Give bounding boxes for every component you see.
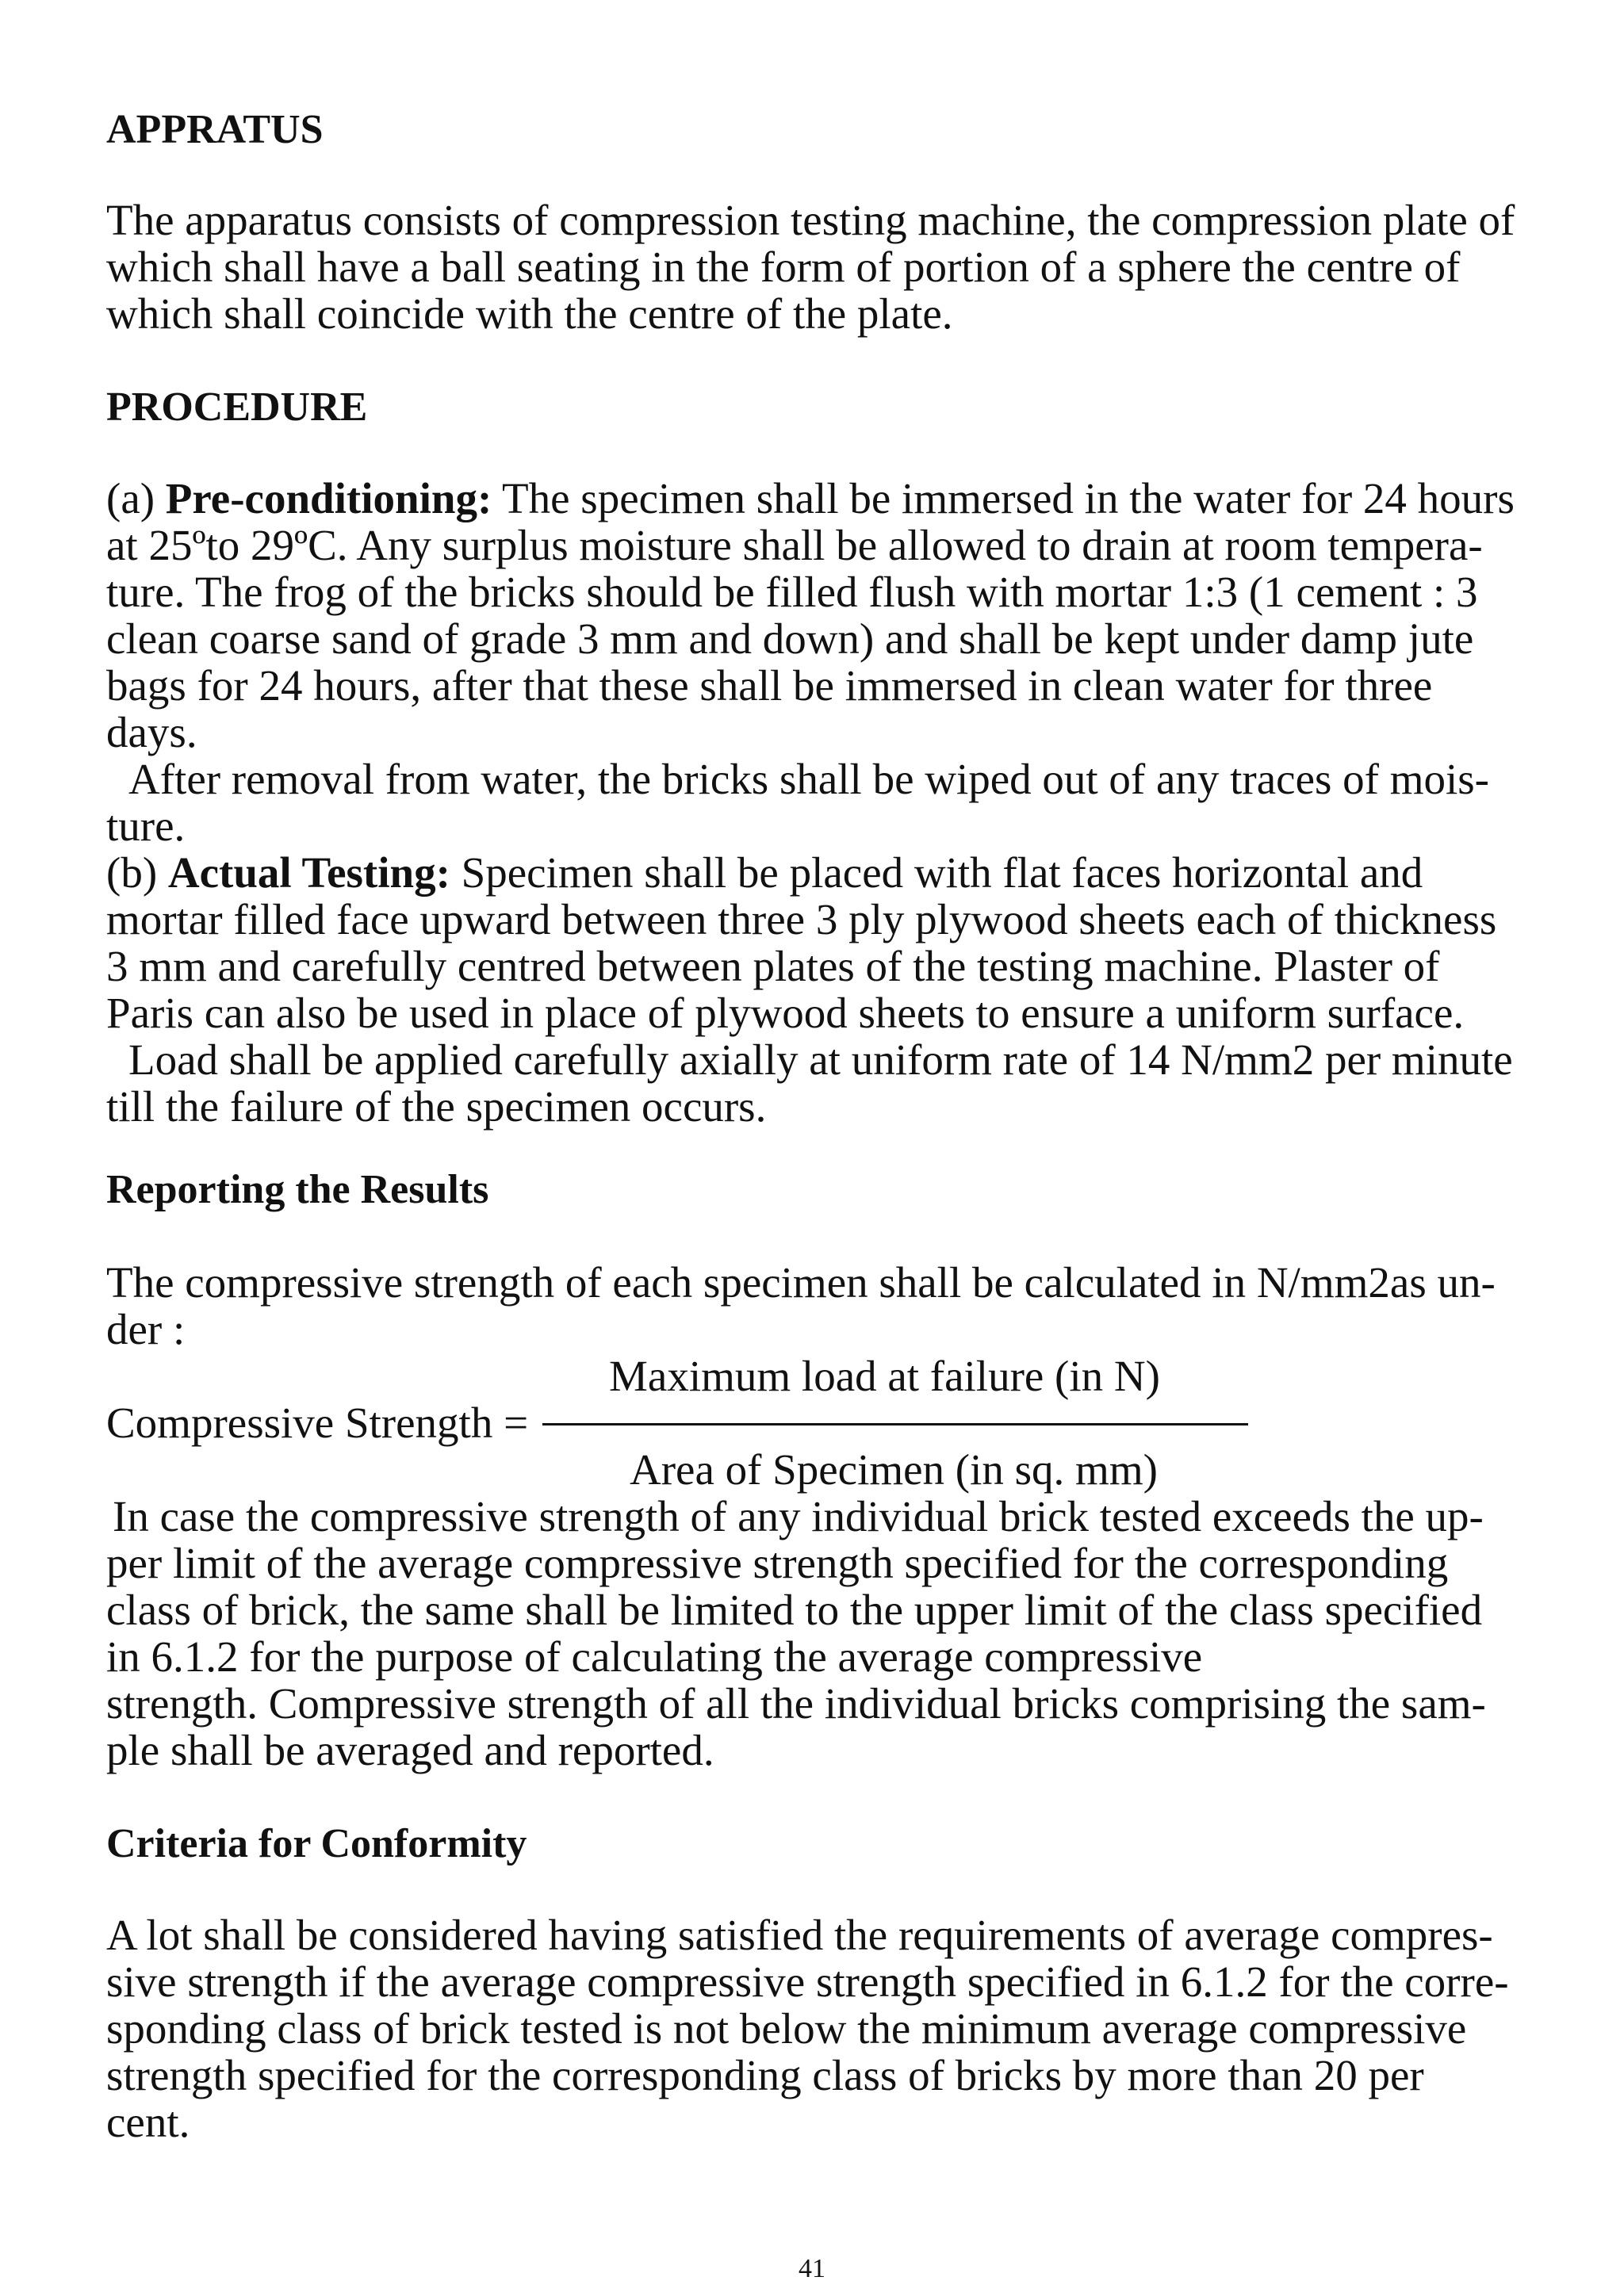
line-rest: Specimen shall be placed with flat faces horizontal and (450, 848, 1423, 897)
text-line: ture. The frog of the bricks should be filled flush with mortar 1:3 (1 cement : 3 (106, 568, 1478, 616)
text-line: mortar filled face upward between three 3 ply plywood sheets each of thickness (106, 895, 1497, 943)
text-line: In case the compressive strength of any individual brick tested exceeds the up- (113, 1492, 1484, 1540)
text-line: The compressive strength of each specimen shall be calculated in N/mm2as un- (106, 1258, 1496, 1307)
reporting-intro-paragraph (106, 1259, 1534, 1353)
text-line: clean coarse sand of grade 3 mm and down) and shall be kept under damp jute (106, 614, 1474, 663)
text-line: Paris can also be used in place of plywood sheets to ensure a uniform surface. (106, 989, 1465, 1037)
compressive-strength-formula (106, 1353, 1534, 1495)
text-line: strength. Compressive strength of all the individual bricks comprising the sam- (106, 1679, 1486, 1728)
heading-apparatus: APPRATUS (106, 107, 324, 152)
text-line: class of brick, the same shall be limited to the upper limit of the class specified (106, 1586, 1483, 1634)
formula-denominator: Area of Specimen (in sq. mm) (630, 1445, 1158, 1494)
formula-lhs: Compressive Strength = (106, 1399, 529, 1447)
page-number: 41 (799, 2254, 825, 2283)
text-line: der : (106, 1305, 186, 1353)
text-line: which shall have a ball seating in the form of portion of a sphere the centre of (106, 243, 1461, 291)
text-line (106, 475, 1534, 522)
criteria-paragraph (106, 1911, 1534, 2145)
text-line: days. (106, 708, 197, 756)
text-line: bags for 24 hours, after that these shall be immersed in clean water for three (106, 661, 1433, 710)
term-actual-testing: Actual Testing: (167, 848, 450, 897)
text-line: The apparatus consists of compression testing machine, the compression plate of (106, 196, 1515, 244)
text-line: A lot shall be considered having satisfied the requirements of average compres- (106, 1911, 1493, 1959)
text-line: in 6.1.2 for the purpose of calculating the average compressive (106, 1632, 1203, 1681)
text-line (106, 849, 1534, 896)
text-line: sive strength if the average compressive strength specified in 6.1.2 for the corre- (106, 1957, 1509, 2006)
item-prefix: (b) (106, 848, 168, 897)
apparatus-paragraph (106, 197, 1534, 337)
line-rest: The specimen shall be immersed in the water for 24 hours (492, 474, 1515, 522)
text-line: ple shall be averaged and reported. (106, 1726, 714, 1774)
text-line: Load shall be applied carefully axially at uniform rate of 14 N/mm2 per minute (128, 1035, 1513, 1084)
fraction-bar (542, 1423, 1248, 1425)
text-line: cent. (106, 2098, 190, 2146)
text-line: sponding class of brick tested is not below the minimum average compressive (106, 2004, 1467, 2053)
formula-numerator: Maximum load at failure (in N) (609, 1352, 1160, 1400)
text-line: After removal from water, the bricks shall be wiped out of any traces of mois- (128, 755, 1489, 803)
text-line: 3 mm and carefully centred between plates of the testing machine. Plaster of (106, 942, 1440, 990)
text-line: at 25ºto 29ºC. Any surplus moisture shall be allowed to drain at room tempera- (106, 521, 1483, 569)
item-prefix: (a) (106, 474, 166, 522)
heading-criteria-conformity: Criteria for Conformity (106, 1821, 527, 1866)
heading-reporting-results: Reporting the Results (106, 1167, 489, 1212)
text-line: strength specified for the corresponding class of bricks by more than 20 per (106, 2051, 1424, 2099)
heading-procedure: PROCEDURE (106, 385, 368, 430)
pre-conditioning-paragraph (106, 475, 1534, 1130)
text-line: which shall coincide with the centre of the plate. (106, 289, 953, 338)
text-line: ture. (106, 802, 186, 850)
text-line: per limit of the average compressive strength specified for the corresponding (106, 1539, 1449, 1587)
text-line: till the failure of the specimen occurs. (106, 1082, 767, 1131)
term-pre-conditioning: Pre-conditioning: (165, 474, 492, 522)
reporting-detail-paragraph (106, 1493, 1534, 1774)
